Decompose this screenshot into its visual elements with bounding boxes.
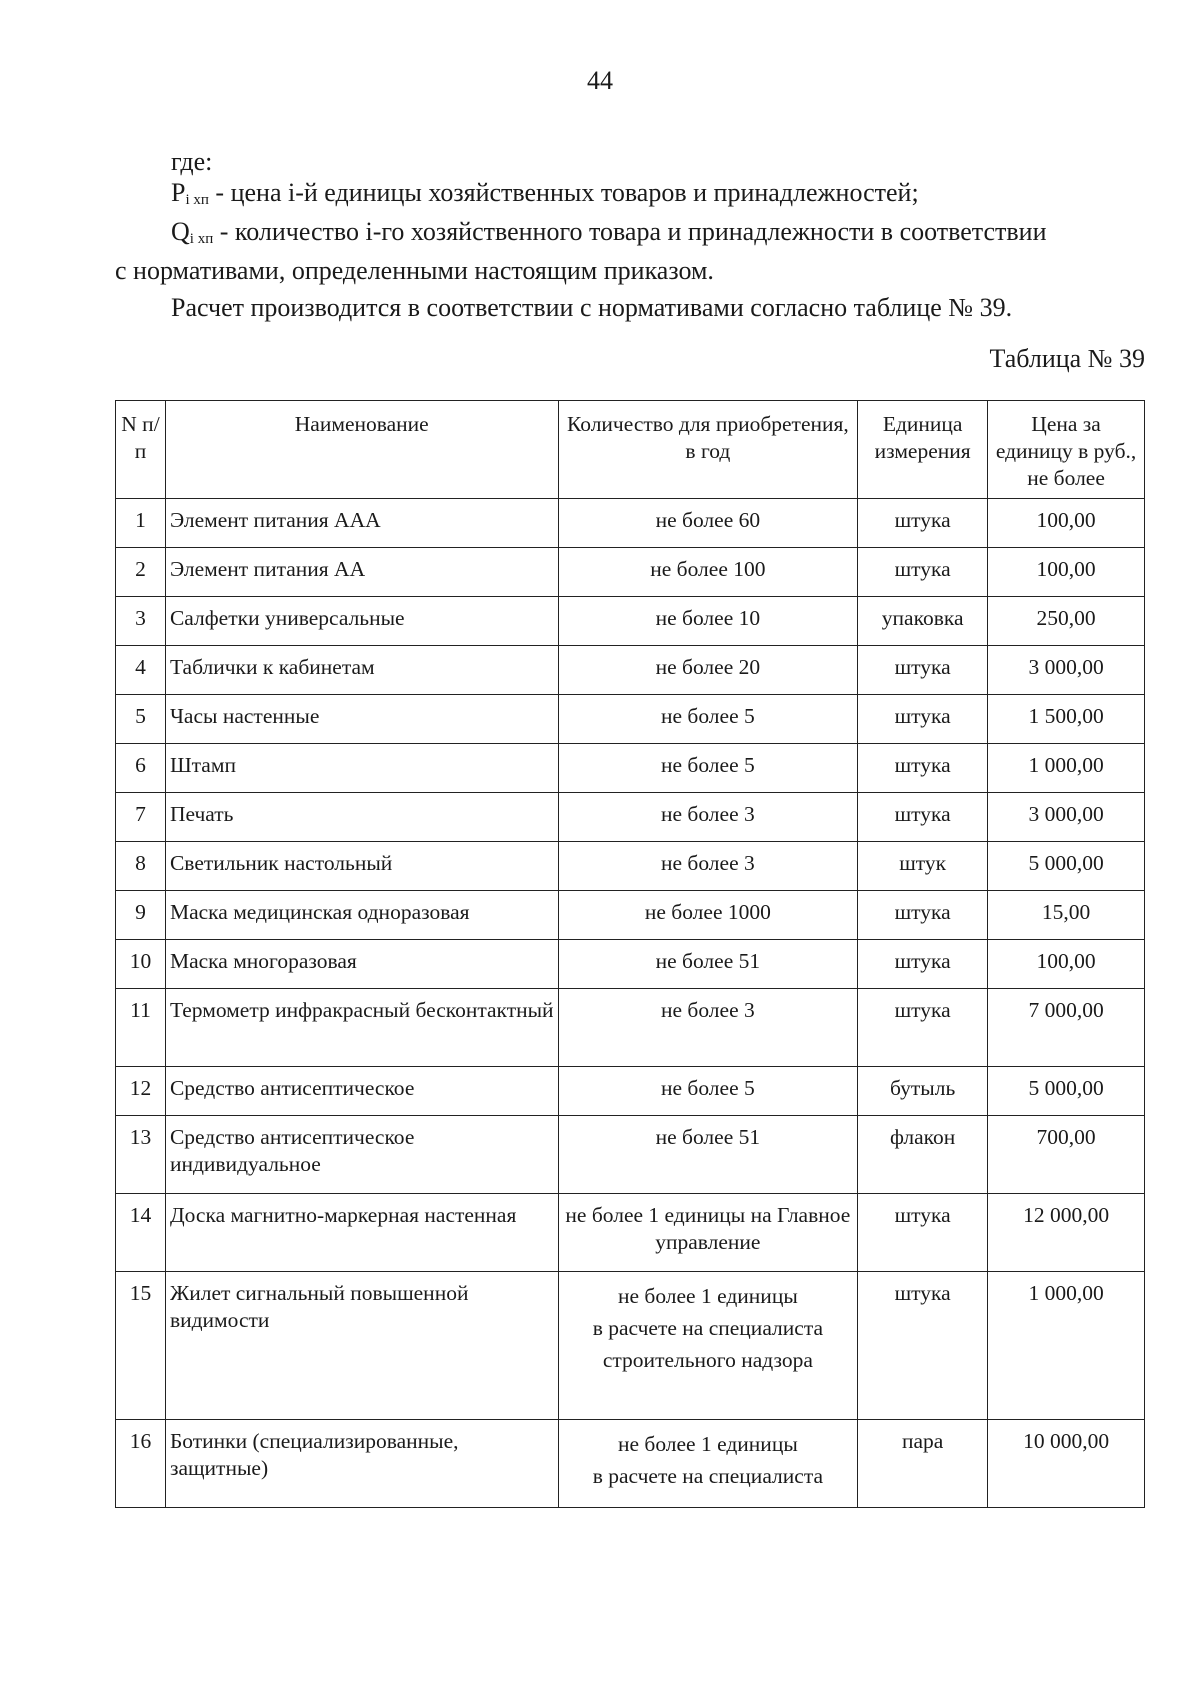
row-unit: штука <box>858 499 988 548</box>
intro-text <box>115 146 1145 323</box>
q-variable: Q <box>171 217 190 246</box>
row-price: 100,00 <box>988 548 1145 597</box>
row-price: 3 000,00 <box>988 646 1145 695</box>
row-num: 2 <box>116 548 166 597</box>
header-price: Цена за единицу в руб., не более <box>988 401 1145 499</box>
table-row <box>116 744 1145 793</box>
row-name: Светильник настольный <box>165 842 558 891</box>
row-price: 700,00 <box>988 1116 1145 1194</box>
table-row <box>116 1420 1145 1508</box>
row-name: Жилет сигнальный повышенной видимости <box>165 1272 558 1420</box>
row-qty: не более 1 единицы на Главное управление <box>558 1194 858 1272</box>
row-qty: не более 5 <box>558 744 858 793</box>
table-row <box>116 891 1145 940</box>
table-row <box>116 646 1145 695</box>
row-price: 15,00 <box>988 891 1145 940</box>
row-price: 1 000,00 <box>988 1272 1145 1420</box>
page-number: 44 <box>587 66 613 95</box>
row-qty: не более 3 <box>558 793 858 842</box>
row-name: Маска многоразовая <box>165 940 558 989</box>
table-row <box>116 548 1145 597</box>
row-qty-line: в расчете на специалиста <box>592 1464 824 1488</box>
row-num: 7 <box>116 793 166 842</box>
row-qty <box>558 1420 858 1508</box>
row-unit: штука <box>858 1272 988 1420</box>
row-num: 10 <box>116 940 166 989</box>
row-price: 1 000,00 <box>988 744 1145 793</box>
row-num: 3 <box>116 597 166 646</box>
row-qty-line: не более 1 единицы <box>617 1284 798 1308</box>
row-unit: штука <box>858 695 988 744</box>
table-row <box>116 793 1145 842</box>
header-name: Наименование <box>165 401 558 499</box>
p-subscript: i хп <box>185 192 209 208</box>
p-definition <box>115 177 1145 216</box>
row-name: Доска магнитно-маркерная настенная <box>165 1194 558 1272</box>
row-qty: не более 51 <box>558 1116 858 1194</box>
header-unit: Единица измерения <box>858 401 988 499</box>
row-price: 5 000,00 <box>988 842 1145 891</box>
row-price: 7 000,00 <box>988 989 1145 1067</box>
row-unit: штук <box>858 842 988 891</box>
row-num: 1 <box>116 499 166 548</box>
where-line <box>115 146 1145 177</box>
row-qty: не более 3 <box>558 989 858 1067</box>
table-row <box>116 1194 1145 1272</box>
row-unit: штука <box>858 744 988 793</box>
p-description: - цена i-й единицы хозяйственных товаров и принадлежностей; <box>208 178 919 207</box>
row-name: Термометр инфракрасный бесконтактный <box>165 989 558 1067</box>
row-name: Средство антисептическое <box>165 1067 558 1116</box>
table-row <box>116 499 1145 548</box>
row-num: 15 <box>116 1272 166 1420</box>
row-unit: штука <box>858 940 988 989</box>
row-qty: не более 51 <box>558 940 858 989</box>
row-name: Ботинки (специализированные, защитные) <box>165 1420 558 1508</box>
row-name: Элемент питания АА <box>165 548 558 597</box>
row-unit: бутыль <box>858 1067 988 1116</box>
row-price: 1 500,00 <box>988 695 1145 744</box>
table-row <box>116 940 1145 989</box>
row-num: 16 <box>116 1420 166 1508</box>
row-name: Элемент питания ААА <box>165 499 558 548</box>
row-qty <box>558 1272 858 1420</box>
row-unit: упаковка <box>858 597 988 646</box>
p-variable: P <box>171 178 186 207</box>
table-row <box>116 695 1145 744</box>
row-price: 250,00 <box>988 597 1145 646</box>
row-qty: не более 1000 <box>558 891 858 940</box>
q-subscript: i хп <box>189 231 214 247</box>
table-row <box>116 1116 1145 1194</box>
row-qty: не более 5 <box>558 1067 858 1116</box>
header-qty: Количество для приобретения, в год <box>558 401 858 499</box>
table-caption: Таблица № 39 <box>989 344 1145 373</box>
row-qty-line: в расчете на специалиста <box>592 1316 824 1340</box>
row-name: Печать <box>165 793 558 842</box>
table-row <box>116 1272 1145 1420</box>
table-row <box>116 1067 1145 1116</box>
row-num: 4 <box>116 646 166 695</box>
norms-table <box>115 400 1145 1508</box>
row-num: 9 <box>116 891 166 940</box>
row-unit: штука <box>858 646 988 695</box>
row-unit: пара <box>858 1420 988 1508</box>
row-price: 10 000,00 <box>988 1420 1145 1508</box>
table-row <box>116 597 1145 646</box>
row-num: 11 <box>116 989 166 1067</box>
row-unit: штука <box>858 891 988 940</box>
row-qty: не более 60 <box>558 499 858 548</box>
table-header-row <box>116 401 1145 499</box>
row-price: 12 000,00 <box>988 1194 1145 1272</box>
row-qty-line: строительного надзора <box>602 1348 813 1372</box>
row-name: Салфетки универсальные <box>165 597 558 646</box>
row-num: 8 <box>116 842 166 891</box>
row-unit: штука <box>858 989 988 1067</box>
row-num: 14 <box>116 1194 166 1272</box>
row-name: Маска медицинская одноразовая <box>165 891 558 940</box>
row-unit: штука <box>858 793 988 842</box>
row-price: 3 000,00 <box>988 793 1145 842</box>
row-num: 12 <box>116 1067 166 1116</box>
row-unit: флакон <box>858 1116 988 1194</box>
row-num: 5 <box>116 695 166 744</box>
row-price: 100,00 <box>988 940 1145 989</box>
row-price: 100,00 <box>988 499 1145 548</box>
row-unit: штука <box>858 1194 988 1272</box>
row-qty-line: не более 1 единицы <box>617 1432 798 1456</box>
row-name: Средство антисептическое индивидуальное <box>165 1116 558 1194</box>
q-description: - количество i-го хозяйственного товара и принадлежности в соответствии <box>213 217 1047 246</box>
row-name: Часы настенные <box>165 695 558 744</box>
row-name: Штамп <box>165 744 558 793</box>
q-definition-continued: с нормативами, определенными настоящим приказом. <box>115 256 714 285</box>
header-num: N п/п <box>116 401 166 499</box>
row-unit: штука <box>858 548 988 597</box>
row-num: 6 <box>116 744 166 793</box>
row-qty: не более 100 <box>558 548 858 597</box>
row-qty: не более 5 <box>558 695 858 744</box>
row-qty: не более 20 <box>558 646 858 695</box>
row-qty: не более 10 <box>558 597 858 646</box>
q-definition <box>115 216 1145 255</box>
row-name: Таблички к кабинетам <box>165 646 558 695</box>
table-row <box>116 989 1145 1067</box>
row-num: 13 <box>116 1116 166 1194</box>
calculation-note: Расчет производится в соответствии с нормативами согласно таблице № 39. <box>171 293 1013 322</box>
table-row <box>116 842 1145 891</box>
row-qty: не более 3 <box>558 842 858 891</box>
where-label: где: <box>171 147 213 176</box>
row-price: 5 000,00 <box>988 1067 1145 1116</box>
